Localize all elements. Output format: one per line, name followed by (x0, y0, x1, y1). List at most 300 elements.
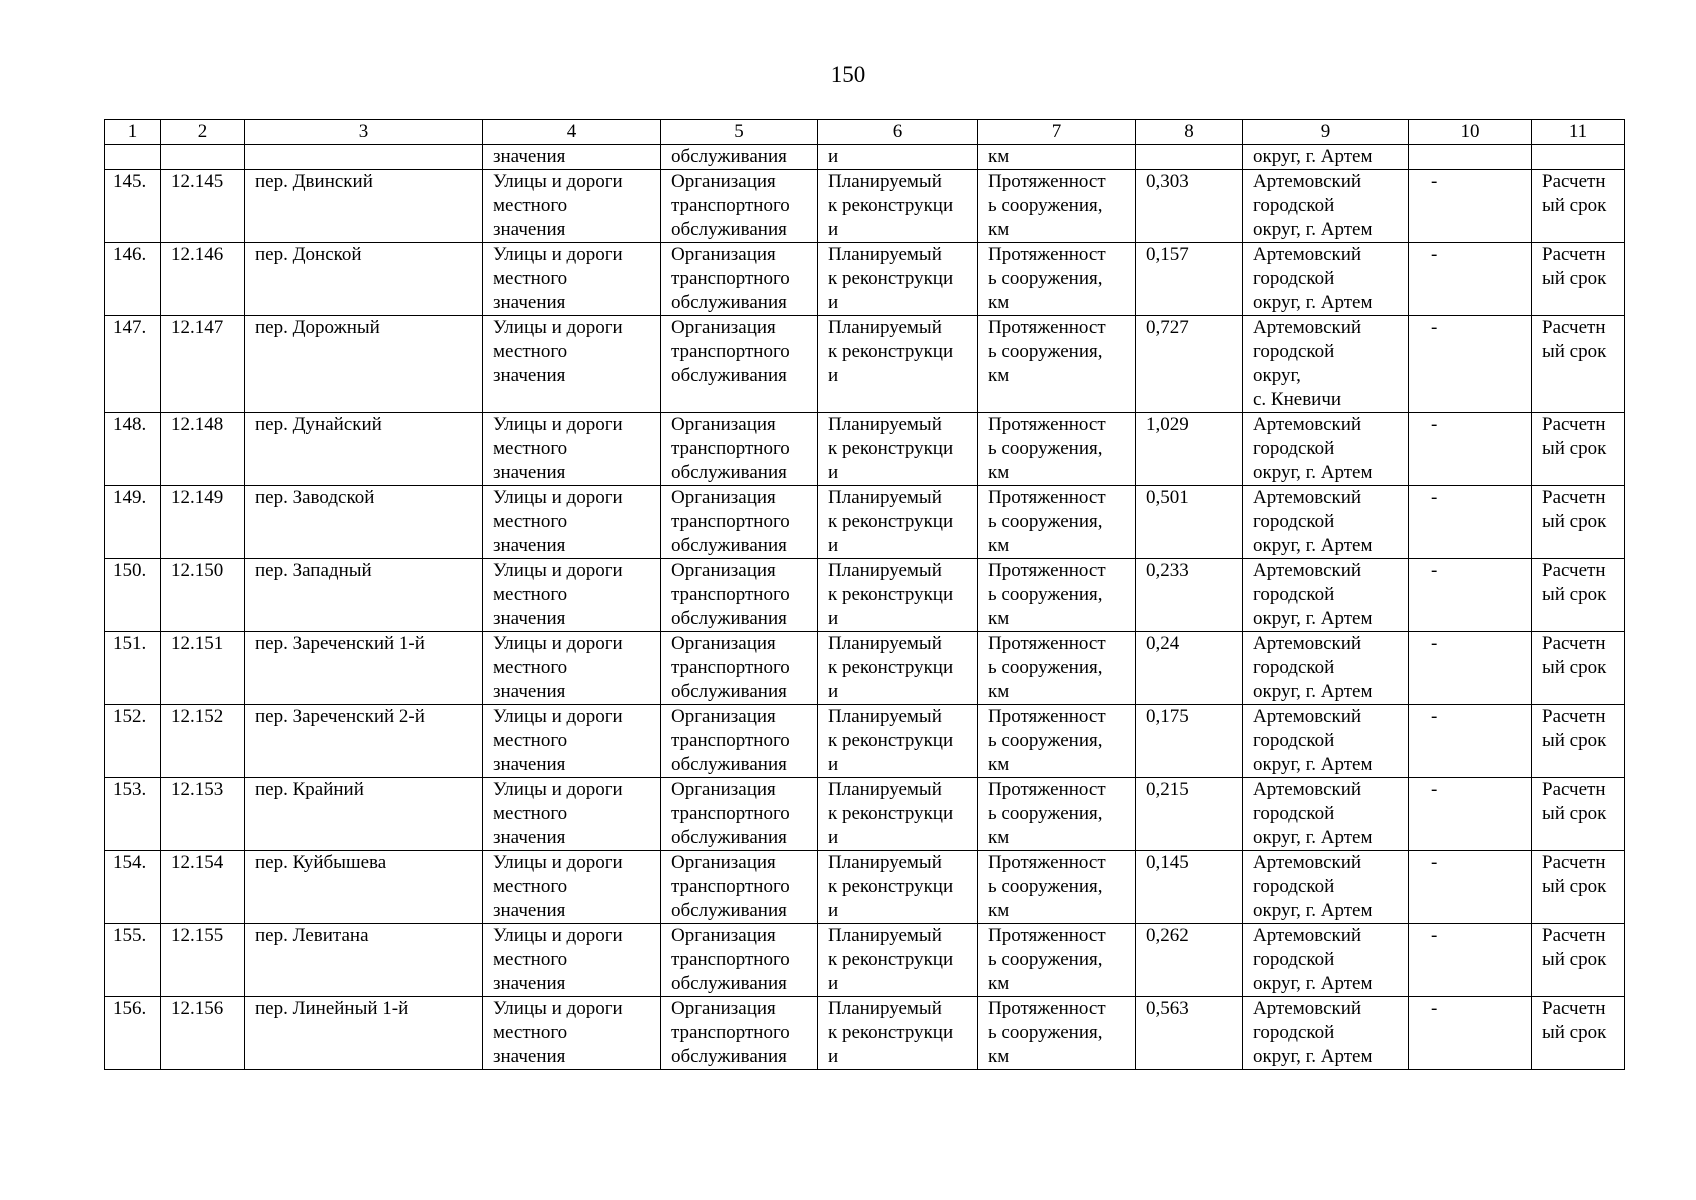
term-cell (1532, 170, 1625, 243)
row-number-cell: 148. (105, 413, 161, 486)
location-cell-line: городской (1253, 657, 1335, 678)
characteristic-cell-line: ь сооружения, (988, 511, 1103, 532)
term-cell-line: Расчетн (1542, 779, 1606, 800)
category-cell-line: значения (493, 1046, 566, 1067)
term-cell-line: Расчетн (1542, 171, 1606, 192)
row-number-cell: 151. (105, 632, 161, 705)
row-number-cell: 145. (105, 170, 161, 243)
characteristic-cell (978, 243, 1136, 316)
column-header: 9 (1243, 120, 1409, 145)
purpose-cell-line: обслуживания (671, 1046, 787, 1067)
category-cell-line: Улицы и дороги (493, 171, 623, 192)
characteristic-cell-line: Протяженност (988, 171, 1106, 192)
status-cell-line: Планируемый (828, 633, 942, 654)
continuation-section (105, 145, 1625, 170)
status-cell (818, 851, 978, 924)
category-cell (483, 486, 661, 559)
category-cell (483, 851, 661, 924)
category-cell-line: Улицы и дороги (493, 852, 623, 873)
purpose-cell-line: обслуживания (671, 219, 787, 240)
status-cell-line: и (828, 827, 839, 848)
status-cell-line: Планируемый (828, 852, 942, 873)
column-10-cell: - (1409, 316, 1532, 413)
purpose-cell-line: Организация (671, 633, 776, 654)
characteristic-cell-line: км (988, 608, 1010, 629)
location-cell-line: городской (1253, 195, 1335, 216)
characteristic-cell-line: ь сооружения, (988, 438, 1103, 459)
purpose-cell-line: обслуживания (671, 462, 787, 483)
characteristic-cell-line: Протяженност (988, 317, 1106, 338)
continuation-cell (105, 145, 161, 170)
category-cell-line: Улицы и дороги (493, 998, 623, 1019)
location-cell (1243, 170, 1409, 243)
row-number-cell: 146. (105, 243, 161, 316)
term-cell (1532, 316, 1625, 413)
column-10-cell: - (1409, 778, 1532, 851)
status-cell-line: к реконструкци (828, 511, 954, 532)
location-cell-line: Артемовский (1253, 633, 1362, 654)
column-10-cell: - (1409, 632, 1532, 705)
category-cell-line: местного (493, 341, 568, 362)
object-name-cell: пер. Крайний (245, 778, 483, 851)
category-cell-line: местного (493, 876, 568, 897)
term-cell-line: Расчетн (1542, 706, 1606, 727)
column-10-cell: - (1409, 924, 1532, 997)
term-cell (1532, 778, 1625, 851)
status-cell-line: Планируемый (828, 779, 942, 800)
purpose-cell-line: транспортного (671, 584, 790, 605)
status-cell (818, 243, 978, 316)
continuation-cell (1136, 145, 1243, 170)
location-cell (1243, 924, 1409, 997)
status-cell-line: Планируемый (828, 560, 942, 581)
term-cell-line: ый срок (1542, 1022, 1607, 1043)
object-code-cell: 12.153 (161, 778, 245, 851)
characteristic-cell-line: Протяженност (988, 998, 1106, 1019)
column-header: 3 (245, 120, 483, 145)
characteristic-cell (978, 170, 1136, 243)
status-cell-line: Планируемый (828, 706, 942, 727)
value-cell: 0,145 (1136, 851, 1243, 924)
table-row (105, 559, 1625, 632)
status-cell (818, 924, 978, 997)
location-cell (1243, 413, 1409, 486)
purpose-cell-line: Организация (671, 706, 776, 727)
category-cell (483, 170, 661, 243)
category-cell-line: Улицы и дороги (493, 560, 623, 581)
term-cell-line: Расчетн (1542, 998, 1606, 1019)
continuation-cell (1409, 145, 1532, 170)
location-cell-line: округ, г. Артем (1253, 681, 1373, 702)
table-row (105, 170, 1625, 243)
term-cell-line: Расчетн (1542, 560, 1606, 581)
status-cell-line: к реконструкци (828, 803, 954, 824)
location-cell-line: Артемовский (1253, 779, 1362, 800)
table-row (105, 924, 1625, 997)
row-number-cell: 153. (105, 778, 161, 851)
continuation-cell (1532, 145, 1625, 170)
category-cell (483, 997, 661, 1070)
status-cell-line: Планируемый (828, 171, 942, 192)
row-number-cell: 149. (105, 486, 161, 559)
status-cell-line: и (828, 681, 839, 702)
status-cell-line: Планируемый (828, 414, 942, 435)
purpose-cell-line: транспортного (671, 1022, 790, 1043)
category-cell-line: местного (493, 730, 568, 751)
purpose-cell-line: обслуживания (671, 973, 787, 994)
row-number-cell: 156. (105, 997, 161, 1070)
table-row (105, 413, 1625, 486)
location-cell-line: округ, г. Артем (1253, 827, 1373, 848)
location-cell-line: Артемовский (1253, 487, 1362, 508)
category-cell (483, 778, 661, 851)
location-cell-line: округ, (1253, 365, 1301, 386)
characteristic-cell-line: Протяженност (988, 706, 1106, 727)
value-cell: 0,233 (1136, 559, 1243, 632)
continuation-cell: округ, г. Артем (1243, 145, 1409, 170)
status-cell-line: и (828, 608, 839, 629)
characteristic-cell-line: Протяженност (988, 487, 1106, 508)
category-cell (483, 924, 661, 997)
status-cell (818, 778, 978, 851)
status-cell-line: к реконструкци (828, 949, 954, 970)
object-name-cell: пер. Донской (245, 243, 483, 316)
characteristic-cell-line: Протяженност (988, 633, 1106, 654)
column-10-cell: - (1409, 486, 1532, 559)
category-cell-line: местного (493, 657, 568, 678)
characteristic-cell-line: Протяженност (988, 244, 1106, 265)
category-cell-line: значения (493, 462, 566, 483)
status-cell-line: и (828, 1046, 839, 1067)
characteristic-cell-line: ь сооружения, (988, 584, 1103, 605)
location-cell (1243, 705, 1409, 778)
location-cell-line: городской (1253, 511, 1335, 532)
status-cell (818, 170, 978, 243)
characteristic-cell-line: ь сооружения, (988, 268, 1103, 289)
location-cell-line: Артемовский (1253, 560, 1362, 581)
location-cell (1243, 486, 1409, 559)
table-row (105, 997, 1625, 1070)
category-cell-line: значения (493, 973, 566, 994)
characteristic-cell-line: км (988, 754, 1010, 775)
characteristic-cell-line: Протяженност (988, 414, 1106, 435)
term-cell-line: ый срок (1542, 584, 1607, 605)
object-code-cell: 12.152 (161, 705, 245, 778)
category-cell-line: Улицы и дороги (493, 925, 623, 946)
column-header: 2 (161, 120, 245, 145)
term-cell-line: ый срок (1542, 657, 1607, 678)
purpose-cell-line: обслуживания (671, 681, 787, 702)
characteristic-cell (978, 705, 1136, 778)
characteristic-cell-line: км (988, 900, 1010, 921)
location-cell-line: Артемовский (1253, 171, 1362, 192)
status-cell-line: Планируемый (828, 998, 942, 1019)
characteristic-cell-line: км (988, 535, 1010, 556)
status-cell-line: Планируемый (828, 487, 942, 508)
category-cell-line: значения (493, 754, 566, 775)
term-cell-line: ый срок (1542, 803, 1607, 824)
row-number-cell: 147. (105, 316, 161, 413)
location-cell-line: городской (1253, 341, 1335, 362)
location-cell-line: округ, г. Артем (1253, 900, 1373, 921)
location-cell-line: городской (1253, 876, 1335, 897)
continuation-row (105, 145, 1625, 170)
location-cell-line: городской (1253, 1022, 1335, 1043)
column-header: 11 (1532, 120, 1625, 145)
object-code-cell: 12.155 (161, 924, 245, 997)
column-header: 8 (1136, 120, 1243, 145)
row-number-cell: 155. (105, 924, 161, 997)
category-cell-line: значения (493, 292, 566, 313)
purpose-cell (661, 778, 818, 851)
characteristic-cell (978, 559, 1136, 632)
column-10-cell: - (1409, 413, 1532, 486)
value-cell: 0,24 (1136, 632, 1243, 705)
term-cell (1532, 705, 1625, 778)
characteristic-cell-line: ь сооружения, (988, 730, 1103, 751)
location-cell-line: округ, г. Артем (1253, 462, 1373, 483)
term-cell-line: ый срок (1542, 949, 1607, 970)
page-number: 150 (830, 62, 866, 87)
status-cell-line: и (828, 365, 839, 386)
term-cell-line: Расчетн (1542, 317, 1606, 338)
value-cell: 0,262 (1136, 924, 1243, 997)
term-cell (1532, 486, 1625, 559)
status-cell-line: и (828, 462, 839, 483)
category-cell (483, 559, 661, 632)
status-cell (818, 705, 978, 778)
purpose-cell-line: Организация (671, 487, 776, 508)
characteristic-cell (978, 997, 1136, 1070)
category-cell-line: местного (493, 803, 568, 824)
column-10-cell: - (1409, 170, 1532, 243)
status-cell-line: к реконструкци (828, 268, 954, 289)
category-cell-line: Улицы и дороги (493, 706, 623, 727)
continuation-cell (245, 145, 483, 170)
term-cell-line: Расчетн (1542, 414, 1606, 435)
value-cell: 0,157 (1136, 243, 1243, 316)
purpose-cell-line: Организация (671, 317, 776, 338)
object-name-cell: пер. Зареченский 1-й (245, 632, 483, 705)
object-name-cell: пер. Левитана (245, 924, 483, 997)
purpose-cell (661, 851, 818, 924)
object-code-cell: 12.149 (161, 486, 245, 559)
purpose-cell-line: Организация (671, 779, 776, 800)
term-cell (1532, 632, 1625, 705)
status-cell-line: к реконструкци (828, 876, 954, 897)
column-header: 10 (1409, 120, 1532, 145)
location-cell-line: Артемовский (1253, 706, 1362, 727)
continuation-cell: значения (483, 145, 661, 170)
category-cell (483, 632, 661, 705)
status-cell-line: и (828, 754, 839, 775)
status-cell-line: и (828, 535, 839, 556)
category-cell-line: значения (493, 900, 566, 921)
purpose-cell-line: обслуживания (671, 292, 787, 313)
category-cell (483, 413, 661, 486)
column-10-cell: - (1409, 243, 1532, 316)
object-name-cell: пер. Дорожный (245, 316, 483, 413)
table-body (105, 170, 1625, 1070)
location-cell-line: городской (1253, 268, 1335, 289)
location-cell-line: городской (1253, 438, 1335, 459)
status-cell (818, 559, 978, 632)
table-row (105, 778, 1625, 851)
table-row (105, 705, 1625, 778)
characteristic-cell-line: ь сооружения, (988, 876, 1103, 897)
term-cell-line: ый срок (1542, 341, 1607, 362)
location-cell (1243, 316, 1409, 413)
table-row (105, 632, 1625, 705)
category-cell-line: значения (493, 681, 566, 702)
value-cell: 0,175 (1136, 705, 1243, 778)
object-code-cell: 12.147 (161, 316, 245, 413)
table-header (105, 120, 1625, 145)
status-cell-line: и (828, 219, 839, 240)
category-cell-line: значения (493, 219, 566, 240)
characteristic-cell-line: км (988, 1046, 1010, 1067)
purpose-cell-line: Организация (671, 852, 776, 873)
characteristic-cell-line: Протяженност (988, 779, 1106, 800)
location-cell (1243, 778, 1409, 851)
characteristic-cell (978, 413, 1136, 486)
characteristic-cell (978, 924, 1136, 997)
column-header: 7 (978, 120, 1136, 145)
purpose-cell (661, 997, 818, 1070)
location-cell (1243, 997, 1409, 1070)
purpose-cell-line: обслуживания (671, 754, 787, 775)
column-header: 6 (818, 120, 978, 145)
continuation-cell: обслуживания (661, 145, 818, 170)
category-cell-line: местного (493, 438, 568, 459)
category-cell-line: местного (493, 584, 568, 605)
characteristic-cell-line: км (988, 973, 1010, 994)
purpose-cell-line: Организация (671, 244, 776, 265)
characteristic-cell-line: км (988, 827, 1010, 848)
category-cell-line: Улицы и дороги (493, 487, 623, 508)
object-code-cell: 12.148 (161, 413, 245, 486)
characteristic-cell-line: км (988, 462, 1010, 483)
category-cell-line: значения (493, 535, 566, 556)
status-cell-line: к реконструкци (828, 195, 954, 216)
location-cell-line: Артемовский (1253, 998, 1362, 1019)
category-cell-line: Улицы и дороги (493, 317, 623, 338)
object-name-cell: пер. Заводской (245, 486, 483, 559)
location-cell-line: Артемовский (1253, 925, 1362, 946)
column-10-cell: - (1409, 997, 1532, 1070)
characteristic-cell-line: ь сооружения, (988, 949, 1103, 970)
status-cell (818, 486, 978, 559)
term-cell-line: ый срок (1542, 268, 1607, 289)
term-cell (1532, 851, 1625, 924)
purpose-cell-line: транспортного (671, 803, 790, 824)
characteristic-cell-line: Протяженност (988, 925, 1106, 946)
category-cell (483, 243, 661, 316)
term-cell-line: Расчетн (1542, 244, 1606, 265)
location-cell-line: округ, г. Артем (1253, 1046, 1373, 1067)
object-code-cell: 12.156 (161, 997, 245, 1070)
characteristic-cell-line: Протяженност (988, 852, 1106, 873)
location-cell (1243, 559, 1409, 632)
purpose-cell-line: транспортного (671, 730, 790, 751)
row-number-cell: 152. (105, 705, 161, 778)
purpose-cell-line: транспортного (671, 268, 790, 289)
value-cell: 0,563 (1136, 997, 1243, 1070)
status-cell-line: к реконструкци (828, 1022, 954, 1043)
status-cell (818, 997, 978, 1070)
column-header: 5 (661, 120, 818, 145)
status-cell-line: к реконструкци (828, 584, 954, 605)
characteristic-cell (978, 851, 1136, 924)
location-cell-line: округ, г. Артем (1253, 535, 1373, 556)
characteristic-cell (978, 316, 1136, 413)
status-cell-line: к реконструкци (828, 657, 954, 678)
characteristic-cell-line: км (988, 365, 1010, 386)
term-cell-line: Расчетн (1542, 633, 1606, 654)
purpose-cell-line: транспортного (671, 949, 790, 970)
continuation-cell (161, 145, 245, 170)
location-cell-line: Артемовский (1253, 414, 1362, 435)
purpose-cell-line: обслуживания (671, 827, 787, 848)
status-cell-line: к реконструкци (828, 730, 954, 751)
row-number-cell: 150. (105, 559, 161, 632)
characteristic-cell (978, 778, 1136, 851)
status-cell (818, 413, 978, 486)
status-cell (818, 632, 978, 705)
category-cell-line: Улицы и дороги (493, 633, 623, 654)
object-name-cell: пер. Западный (245, 559, 483, 632)
object-registry-table (104, 119, 1625, 1070)
term-cell (1532, 997, 1625, 1070)
column-header: 4 (483, 120, 661, 145)
term-cell-line: ый срок (1542, 195, 1607, 216)
location-cell-line: округ, г. Артем (1253, 973, 1373, 994)
purpose-cell-line: транспортного (671, 341, 790, 362)
location-cell-line: округ, г. Артем (1253, 219, 1373, 240)
term-cell-line: ый срок (1542, 511, 1607, 532)
characteristic-cell-line: ь сооружения, (988, 195, 1103, 216)
table-row (105, 316, 1625, 413)
term-cell (1532, 413, 1625, 486)
term-cell-line: ый срок (1542, 730, 1607, 751)
location-cell-line: городской (1253, 584, 1335, 605)
purpose-cell (661, 705, 818, 778)
value-cell: 0,215 (1136, 778, 1243, 851)
object-name-cell: пер. Куйбышева (245, 851, 483, 924)
location-cell-line: округ, г. Артем (1253, 754, 1373, 775)
purpose-cell-line: обслуживания (671, 535, 787, 556)
status-cell-line: и (828, 292, 839, 313)
term-cell-line: ый срок (1542, 438, 1607, 459)
category-cell-line: Улицы и дороги (493, 779, 623, 800)
value-cell: 0,501 (1136, 486, 1243, 559)
continuation-cell: км (978, 145, 1136, 170)
purpose-cell-line: транспортного (671, 195, 790, 216)
characteristic-cell-line: ь сооружения, (988, 1022, 1103, 1043)
location-cell (1243, 632, 1409, 705)
characteristic-cell-line: км (988, 681, 1010, 702)
location-cell-line: Артемовский (1253, 852, 1362, 873)
characteristic-cell-line: км (988, 292, 1010, 313)
characteristic-cell (978, 486, 1136, 559)
continuation-cell: и (818, 145, 978, 170)
purpose-cell-line: обслуживания (671, 365, 787, 386)
location-cell-line: с. Кневичи (1253, 389, 1342, 410)
row-number-cell: 154. (105, 851, 161, 924)
column-10-cell: - (1409, 851, 1532, 924)
purpose-cell (661, 413, 818, 486)
category-cell (483, 705, 661, 778)
